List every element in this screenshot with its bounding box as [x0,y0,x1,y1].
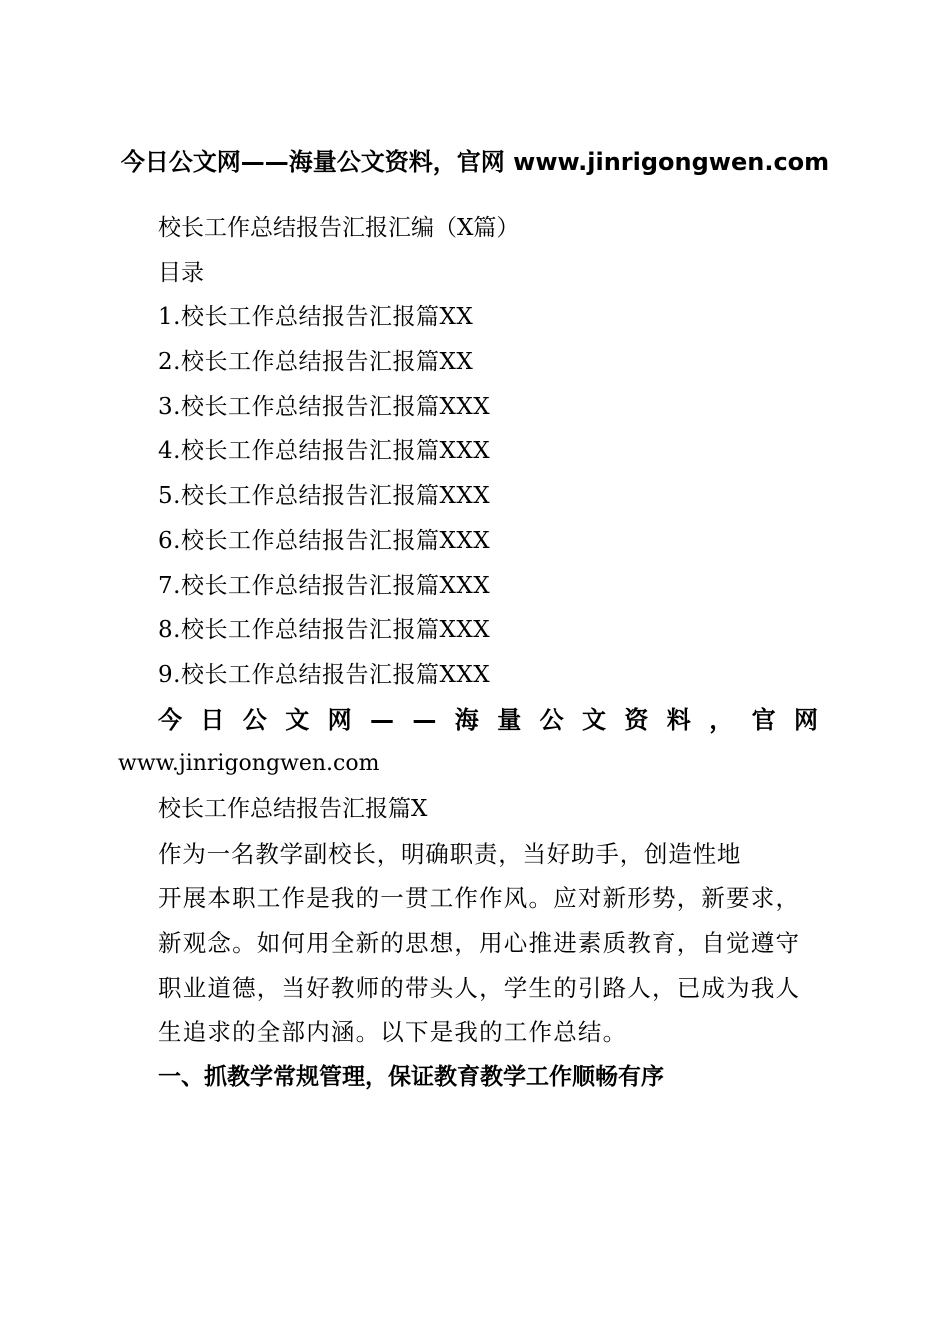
paragraph-line: 职业道德，当好教师的带头人，学生的引路人，已成为我人 [158,973,801,1002]
toc-item: 7.校长工作总结报告汇报篇XXX [158,572,491,599]
toc-item: 8.校长工作总结报告汇报篇XXX [158,617,491,644]
inline-banner-url: www.jinrigongwen.com [118,751,380,777]
inline-banner-text: 今日公文网——海量公文资料，官网 [158,705,837,734]
toc-item: 9.校长工作总结报告汇报篇XXX [158,661,491,688]
document-title: 校长工作总结报告汇报汇编（X篇） [158,215,520,241]
toc-item: 3.校长工作总结报告汇报篇XXX [158,393,491,420]
paragraph-body [118,876,830,1055]
section-heading: 一、抓教学常规管理，保证教育教学工作顺畅有序 [158,1064,664,1091]
intro-paragraph [118,832,830,1056]
toc-item: 6.校长工作总结报告汇报篇XXX [158,527,491,554]
toc-list [118,295,830,697]
toc-item: 5.校长工作总结报告汇报篇XXX [158,483,491,510]
toc-item: 2.校长工作总结报告汇报篇XX [158,349,474,376]
toc-item: 4.校长工作总结报告汇报篇XXX [158,438,491,465]
header-banner: 今日公文网——海量公文资料，官网 www.jinrigongwen.com [120,148,830,176]
document-body [118,206,837,1100]
section-title: 校长工作总结报告汇报篇X [158,795,428,822]
paragraph-line: 作为一名教学副校长，明确职责，当好助手，创造性地 [158,839,742,868]
paragraph-line: 开展本职工作是我的一贯工作作风。应对新形势，新要求， [158,884,801,913]
paragraph-line: 生追求的全部内涵。以下是我的工作总结。 [158,1018,628,1047]
toc-item: 1.校长工作总结报告汇报篇XX [158,304,474,331]
paragraph-line: 新观念。如何用全新的思想，用心推进素质教育，自觉遵守 [158,929,801,958]
toc-heading: 目录 [158,259,204,286]
